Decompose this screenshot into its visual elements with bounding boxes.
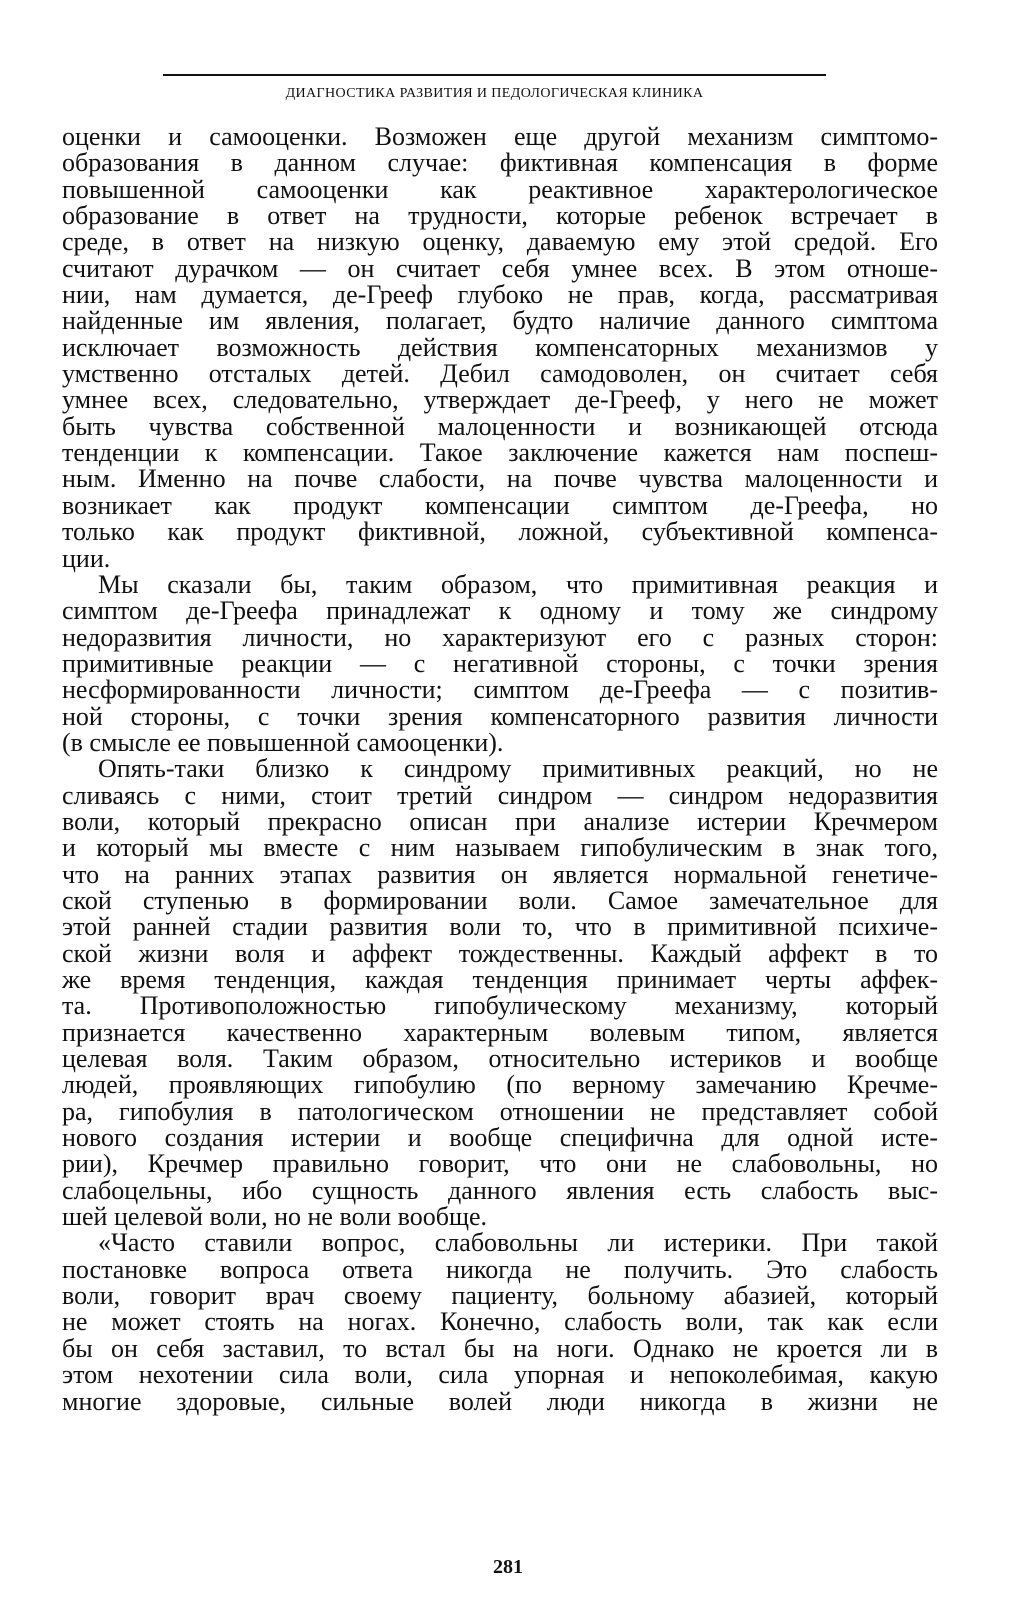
text-line: повышенной самооценки как реактивное характерологическое	[62, 174, 938, 204]
text-line: исключает возможность действия компенсаторных механизмов у	[62, 332, 938, 362]
text-line: нового создания истерии и вообще специфична для одной исте-	[62, 1123, 938, 1153]
header-rule	[163, 74, 826, 76]
text-line: найденные им явления, полагает, будто наличие данного симптома	[62, 306, 938, 336]
text-line: образование в ответ на трудности, которые ребенок встречает в	[62, 201, 938, 231]
text-line: тенденции к компенсации. Такое заключение кажется нам поспеш-	[62, 438, 938, 468]
paragraph-first-line: Опять-таки близко к синдрому примитивных реакций, но не	[98, 754, 938, 784]
text-line: ной стороны, с точки зрения компенсаторного развития личности	[62, 701, 938, 731]
text-line: людей, проявляющих гипобулию (по верному замечанию Кречме-	[62, 1070, 938, 1100]
text-line: умственно отсталых детей. Дебил самодоволен, он считает себя	[62, 359, 938, 389]
page-number: 281	[493, 1556, 523, 1578]
running-head: ДИАГНОСТИКА РАЗВИТИЯ И ПЕДОЛОГИЧЕСКАЯ КЛИНИКА	[285, 86, 704, 101]
paragraph-first-line: Мы сказали бы, таким образом, что примитивная реакция и	[98, 569, 938, 599]
text-line: умнее всех, следовательно, утверждает де-Грееф, у него не может	[62, 385, 938, 415]
text-line: несформированности личности; симптом де-Греефа — с позитив-	[62, 675, 938, 705]
text-line: шей целевой воли, но не воли вообще.	[62, 1202, 488, 1232]
text-line: образования в данном случае: фиктивная компенсация в форме	[62, 148, 938, 178]
text-line: примитивные реакции — с негативной стороны, с точки зрения	[62, 648, 938, 678]
text-line: бы он себя заставил, то встал бы на ноги. Однако не кроется ли в	[62, 1333, 938, 1363]
text-line: симптом де-Греефа принадлежат к одному и тому же синдрому	[62, 596, 938, 626]
text-line: и который мы вместе с ним называем гипобулическим в знак того,	[62, 833, 938, 863]
text-line: недоразвития личности, но характеризуют его с разных сторон:	[62, 622, 938, 652]
text-line: рии), Кречмер правильно говорит, что они не слабовольны, но	[62, 1149, 938, 1179]
text-line: ской ступенью в формировании воли. Самое замечательное для	[62, 885, 938, 915]
text-line: сливаясь с ними, стоит третий синдром — синдром недоразвития	[62, 780, 938, 810]
text-line: считают дурачком — он считает себя умнее всех. В этом отноше-	[62, 253, 938, 283]
paragraph-first-line: «Часто ставили вопрос, слабовольны ли истерики. При такой	[98, 1228, 938, 1258]
text-line: среде, в ответ на низкую оценку, даваемую ему этой средой. Его	[62, 227, 938, 257]
text-line: воли, который прекрасно описан при анализе истерии Кречмером	[62, 806, 938, 836]
text-line: многие здоровые, сильные волей люди никогда в жизни не	[62, 1386, 938, 1416]
text-line: слабоцельны, ибо сущность данного явления есть слабость выс-	[62, 1175, 938, 1205]
text-line: не может стоять на ногах. Конечно, слабость воли, так как если	[62, 1307, 938, 1337]
text-line: ра, гипобулия в патологическом отношении не представляет собой	[62, 1096, 938, 1126]
text-line: возникает как продукт компенсации симптом де-Греефа, но	[62, 490, 938, 520]
text-line: признается качественно характерным волевым типом, является	[62, 1017, 938, 1047]
text-line: ции.	[62, 543, 111, 573]
text-line: нии, нам думается, де-Грееф глубоко не прав, когда, рассматривая	[62, 280, 938, 310]
text-line: что на ранних этапах развития он является нормальной генетиче-	[62, 859, 938, 889]
text-line: ным. Именно на почве слабости, на почве чувства малоценности и	[62, 464, 938, 494]
body-text	[62, 124, 938, 1415]
text-line: ской жизни воля и аффект тождественны. Каждый аффект в то	[62, 938, 938, 968]
text-line: та. Противоположностью гипобулическому механизму, который	[62, 991, 938, 1021]
text-line: этой ранней стадии развития воли то, что в примитивной психиче-	[62, 912, 938, 942]
text-line: этом нехотении сила воли, сила упорная и непоколебимая, какую	[62, 1360, 938, 1390]
text-line: (в смысле ее повышенной самооценки).	[62, 727, 504, 757]
text-line: воли, говорит врач своему пациенту, больному абазией, который	[62, 1281, 938, 1311]
text-line: целевая воля. Таким образом, относительно истериков и вообще	[62, 1044, 938, 1074]
text-line: оценки и самооценки. Возможен еще другой механизм симптомо-	[62, 122, 938, 151]
text-line: же время тенденция, каждая тенденция принимает черты аффек-	[62, 965, 938, 994]
text-line: постановке вопроса ответа никогда не получить. Это слабость	[62, 1254, 938, 1284]
text-line: только как продукт фиктивной, ложной, субъективной компенса-	[62, 517, 938, 547]
text-line: быть чувства собственной малоценности и возникающей отсюда	[62, 411, 938, 441]
